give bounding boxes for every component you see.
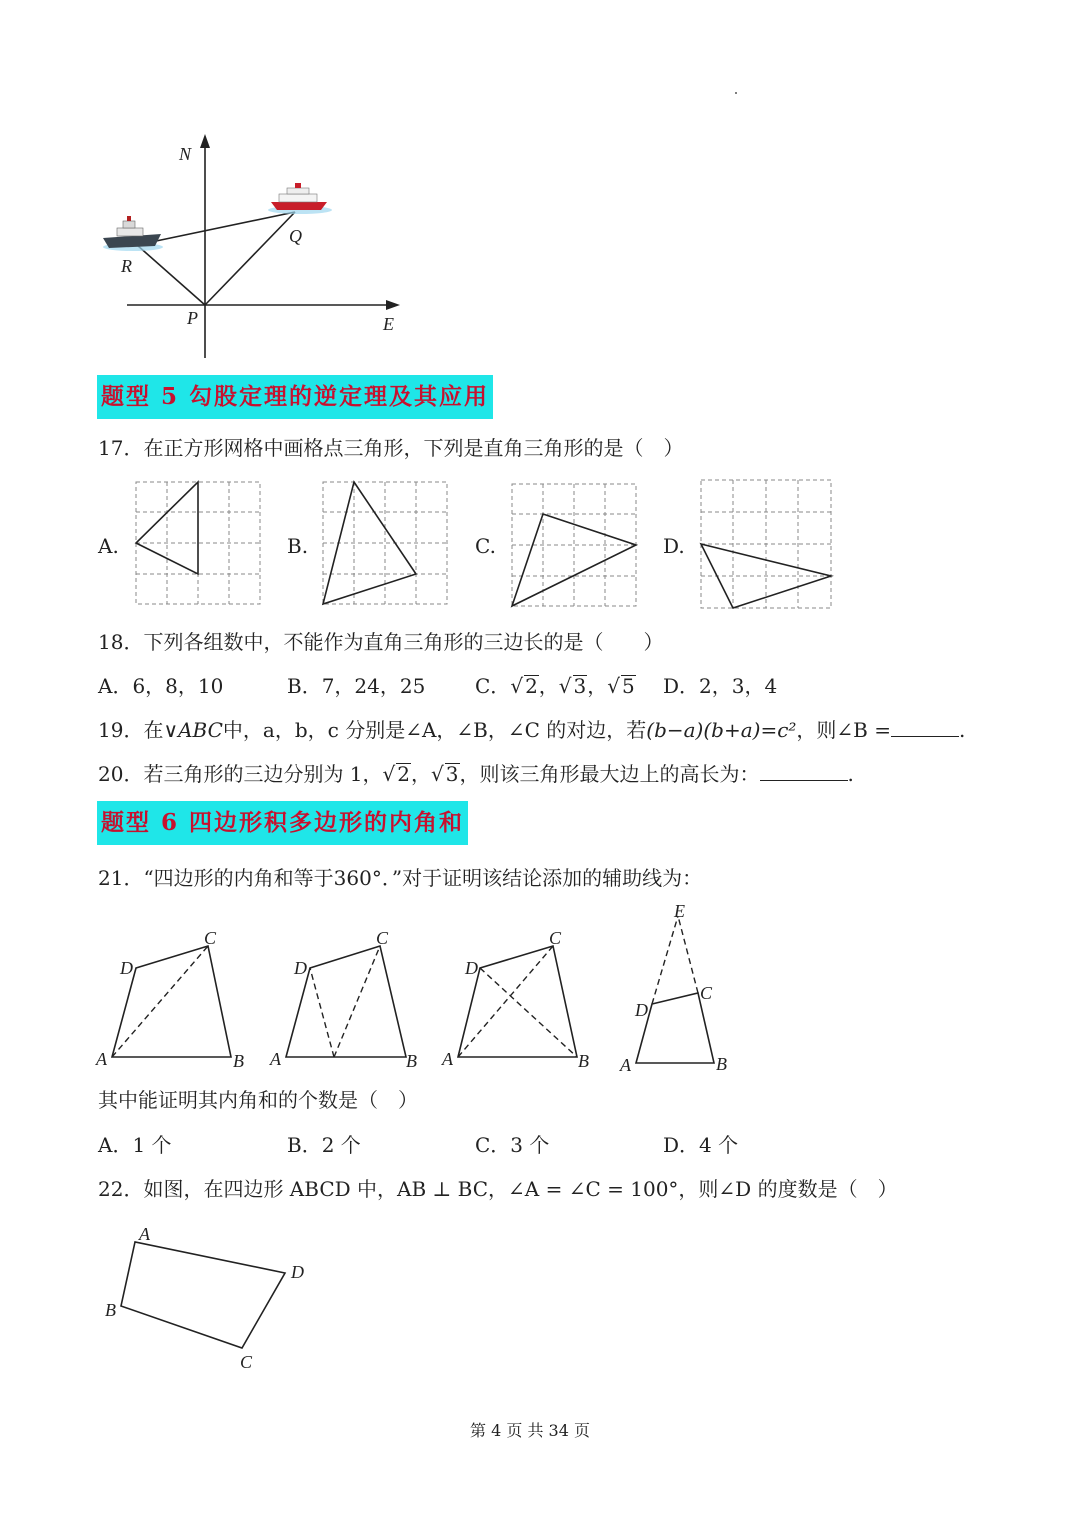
label-e: E [383,314,394,334]
q19-mid: 中，a，b，c 分别是∠A，∠B，∠C 的对边，若 [222,718,647,742]
q17-option-c-label: C. [475,534,496,558]
figure-vertex-label: B [578,1051,589,1071]
label-n: N [179,144,192,164]
label-r: R [121,256,132,276]
figure-vertex-label: D [465,958,478,978]
q17-option-a-label: A. [98,534,119,558]
q17-stem: 17．在正方形网格中画格点三角形，下列是直角三角形的是（ ） [98,436,684,460]
q18-stem: 18．下列各组数中，不能作为直角三角形的三边长的是（ ） [98,630,664,654]
q21-figure-1 [95,928,244,1071]
figure-vertex-label: B [233,1051,244,1071]
ship-r-icon [103,216,163,251]
figure-vertex-label: D [635,1000,648,1020]
q17-grid-b [321,480,451,608]
sqrt-sign: √ [431,762,444,786]
segment-pr [137,245,205,305]
label-p: P [187,308,198,328]
q22-stem: 22．如图，在四边形 ABCD 中，AB ⊥ BC，∠A = ∠C = 100°，则∠D 的度数是（ ） [98,1177,898,1201]
q21-figure-4 [619,901,727,1075]
q20-end: . [847,762,854,786]
figure-vertex-label: D [120,958,133,978]
page-footer: 第 4 页 共 34 页 [470,1421,590,1440]
section-6-heading: 题型 6 四边形积多边形的内角和 [97,801,468,845]
q18-option-c: C．√ 2，√ 3，√ 5 [475,674,635,698]
q20-radicand-2: 3 [445,762,459,786]
q19-answer-blank[interactable] [891,716,959,737]
q21-stem: 21．“四边形的内角和等于360°．”对于证明该结论添加的辅助线为： [98,866,703,890]
q20-line: 20．若三角形的三边分别为 1，√ 2，√ 3，则该三角形最大边上的高长为： . [98,762,854,786]
q21-question: 其中能证明其内角和的个数是（ ） [98,1088,418,1112]
q18-option-d: D．2，3，4 [663,674,778,698]
figure-vertex-label: A [139,1224,150,1244]
q17-option-d-label: D. [663,534,685,558]
sqrt-sign: √ [607,674,621,698]
figure-vertex-label: C [240,1352,253,1372]
q18-c-value-3: 5 [622,674,635,698]
figure-vertex-label: B [105,1300,116,1320]
figure-vertex-label: B [406,1051,417,1071]
q21-option-d: D．4 个 [663,1133,739,1157]
section-5-heading: 题型 5 勾股定理的逆定理及其应用 [97,375,493,419]
q19-triangle: ∨ABC [163,718,223,742]
segment-pq [205,212,295,305]
q19-end: . [959,718,966,742]
q20-radicand-1: 2 [397,762,411,786]
q22-figure [95,1218,325,1378]
segment-rq [137,212,295,245]
figure-vertex-label: E [674,901,685,921]
q17-grid-c [510,482,640,610]
figure-vertex-label: B [716,1054,727,1074]
north-arrow [200,134,210,148]
label-q: Q [289,226,302,246]
figure-vertex-label: D [291,1262,304,1282]
q21-figure-3 [441,928,589,1071]
q19-equation: (b−a)(b+a)=c² [646,718,797,742]
figure-vertex-label: C [700,983,713,1003]
sqrt-sign: √ [510,674,524,698]
stray-dot [735,92,737,94]
sqrt-sign: √ [558,674,572,698]
q18-option-a: A．6，8，10 [98,674,224,698]
q21-option-b: B．2 个 [287,1133,361,1157]
q20-suffix: ，则该三角形最大边上的高长为： [459,762,760,786]
q17-grid-a [134,480,264,608]
q17-option-b-label: B. [287,534,309,558]
q19-suffix: ，则∠B = [796,718,891,742]
q22-quadrilateral [121,1242,285,1348]
q18-c-value-1: 2 [525,674,538,698]
east-arrow [386,300,400,310]
q19-prefix: 19．在 [98,718,164,742]
figure-vertex-label: C [549,928,562,948]
figure-vertex-label: A [96,1049,107,1069]
figure-vertex-label: C [204,928,217,948]
q21-figure-2 [269,928,417,1071]
sqrt-sign: √ [382,762,396,786]
figure-vertex-label: C [376,928,389,948]
q18-option-c-label: C． [475,674,511,698]
compass-ship-figure [95,130,415,365]
q20-prefix: 20．若三角形的三边分别为 1， [98,762,383,786]
q21-option-c: C．3 个 [475,1133,550,1157]
figure-vertex-label: A [270,1049,281,1069]
figure-vertex-label: A [442,1049,453,1069]
q20-answer-blank[interactable] [760,760,848,781]
figure-vertex-label: D [294,958,307,978]
ship-q-icon [268,183,332,214]
figure-vertex-label: A [620,1055,631,1075]
q18-option-b: B．7，24，25 [287,674,426,698]
q17-grid-d [699,478,835,612]
q19-line [98,716,965,744]
q18-c-value-2: 3 [573,674,587,698]
q21-figures [90,898,750,1078]
q21-option-a: A．1 个 [98,1133,172,1157]
